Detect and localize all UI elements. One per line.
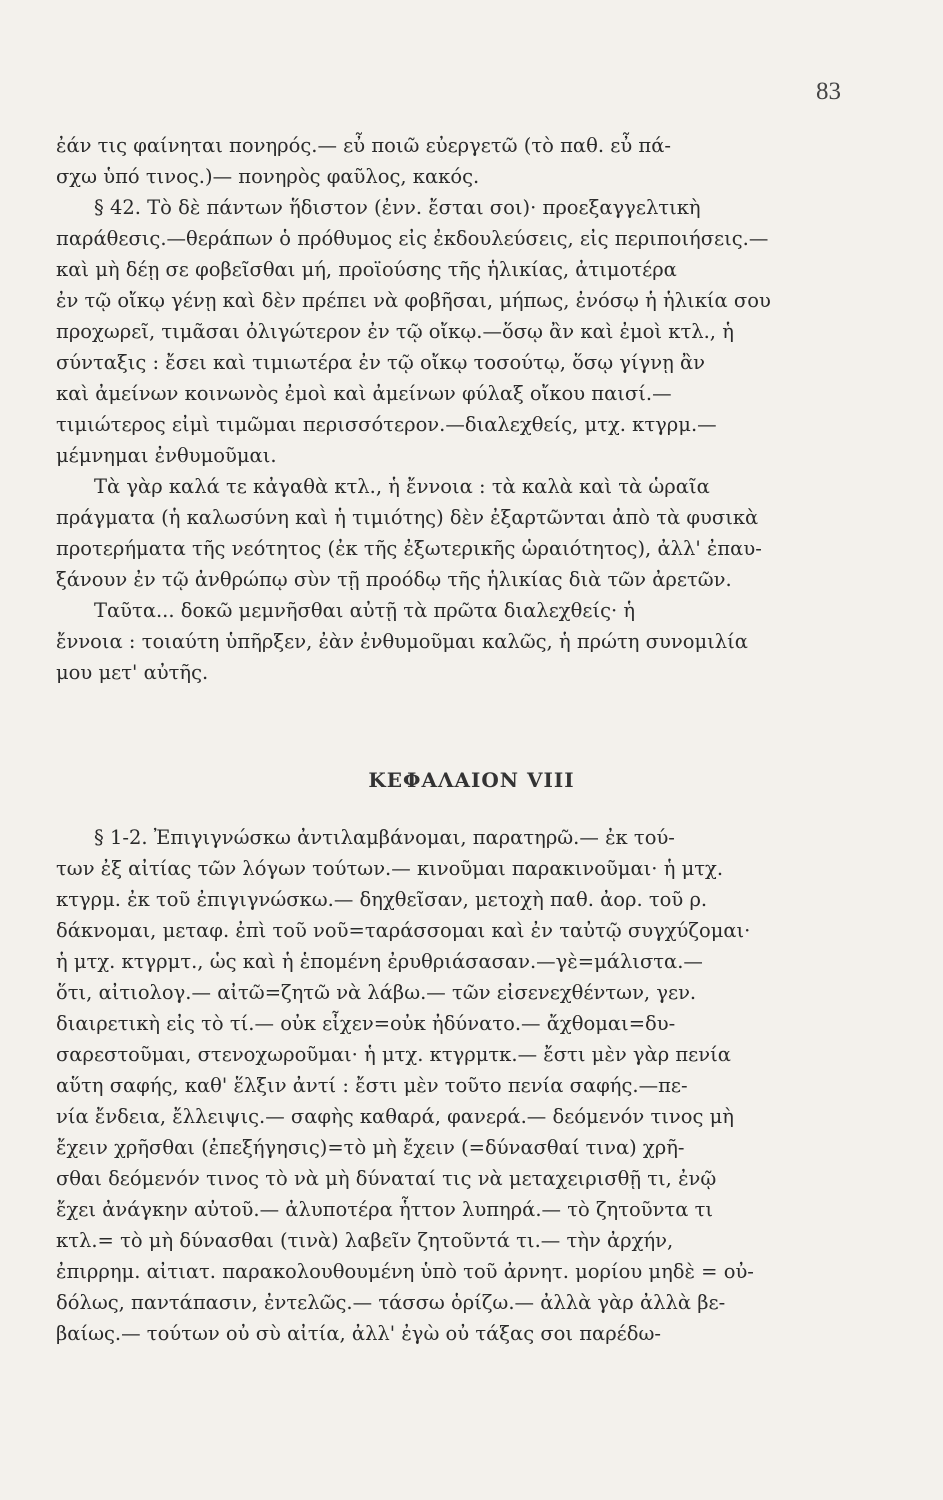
text-line: ξάνουν ἐν τῷ ἀνθρώπῳ σὺν τῇ προόδῳ τῆς ἡλικίας διὰ τῶν ἀρετῶν. xyxy=(56,568,732,591)
text-line: ἔχειν χρῆσθαι (ἐπεξήγησις)=τὸ μὴ ἔχειν (=δύνασθαί τινα) χρῆ- xyxy=(56,1136,685,1159)
text-line: δάκνομαι, μεταφ. ἐπὶ τοῦ νοῦ=ταράσσομαι καὶ ἐν ταὐτῷ συγχύζομαι· xyxy=(56,919,751,942)
text-line: μέμνημαι ἐνθυμοῦμαι. xyxy=(56,444,277,467)
text-line: παράθεσις.—θεράπων ὁ πρόθυμος εἰς ἐκδουλεύσεις, εἰς περιποιήσεις.— xyxy=(56,227,769,250)
text-line: ἔχει ἀνάγκην αὐτοῦ.— ἀλυποτέρα ἧττον λυπηρά.— τὸ ζητοῦντα τι xyxy=(56,1198,714,1221)
text-line: των ἐξ αἰτίας τῶν λόγων τούτων.— κινοῦμαι παρακινοῦμαι· ἡ μτχ. xyxy=(56,857,724,880)
page-number: 83 xyxy=(816,78,841,105)
text-line: ἐν τῷ οἴκῳ γένῃ καὶ δὲν πρέπει νὰ φοβῆσαι, μήπως, ἐνόσῳ ἡ ἡλικία σου xyxy=(56,289,771,312)
text-line: Ταῦτα... δοκῶ μεμνῆσθαι αὐτῇ τὰ πρῶτα διαλεχθείς· ἡ xyxy=(94,599,636,622)
text-line: διαιρετικὴ εἰς τὸ τί.— οὐκ εἶχεν=οὐκ ἠδύνατο.— ἄχθομαι=δυ- xyxy=(56,1012,676,1035)
text-line: μου μετ' αὐτῆς. xyxy=(56,661,209,684)
text-line: βαίως.— τούτων οὐ σὺ αἰτία, ἀλλ' ἐγὼ οὐ τάξας σοι παρέδω- xyxy=(56,1322,662,1345)
text-line: προχωρεῖ, τιμᾶσαι ὀλιγώτερον ἐν τῷ οἴκῳ.—ὅσῳ ἂν καὶ ἐμοὶ κτλ., ἡ xyxy=(56,320,734,343)
chapter-heading: ΚΕΦΑΛΑΙΟΝ VIII xyxy=(368,768,575,792)
text-block-chapter xyxy=(56,822,856,1349)
text-line: τιμιώτερος εἰμὶ τιμῶμαι περισσότερον.—διαλεχθείς, μτχ. κτγρμ.— xyxy=(56,413,717,436)
text-line: κτγρμ. ἐκ τοῦ ἐπιγιγνώσκω.— δηχθεῖσαν, μετοχὴ παθ. ἀορ. τοῦ ρ. xyxy=(56,888,708,911)
text-line: προτερήματα τῆς νεότητος (ἐκ τῆς ἐξωτερικῆς ὡραιότητος), ἀλλ' ἐπαυ- xyxy=(56,537,762,560)
text-line: σθαι δεόμενόν τινος τὸ νὰ μὴ δύναταί τις νὰ μεταχειρισθῇ τι, ἐνῷ xyxy=(56,1167,717,1190)
text-line: καὶ ἀμείνων κοινωνὸς ἐμοὶ καὶ ἀμείνων φύλαξ οἴκου παισί.— xyxy=(56,382,672,405)
text-line: ἐάν τις φαίνηται πονηρός.— εὖ ποιῶ εὐεργετῶ (τὸ παθ. εὖ πά- xyxy=(56,134,671,157)
text-line: καὶ μὴ δέῃ σε φοβεῖσθαι μή, προϊούσης τῆς ἡλικίας, ἀτιμοτέρα xyxy=(56,258,677,281)
text-line: σαρεστοῦμαι, στενοχωροῦμαι· ἡ μτχ. κτγρμτκ.— ἔστι μὲν γὰρ πενία xyxy=(56,1043,731,1066)
text-line: πράγματα (ἡ καλωσύνη καὶ ἡ τιμιότης) δὲν ἐξαρτῶνται ἀπὸ τὰ φυσικὰ xyxy=(56,506,759,529)
text-line: § 42. Τὸ δὲ πάντων ἥδιστον (ἐνν. ἔσται σοι)· προεξαγγελτικὴ xyxy=(94,196,701,219)
text-line: § 1-2. Ἐπιγιγνώσκω ἀντιλαμβάνομαι, παρατηρῶ.— ἐκ τού- xyxy=(94,826,675,849)
text-line: ὅτι, αἰτιολογ.— αἰτῶ=ζητῶ νὰ λάβω.— τῶν εἰσενεχθέντων, γεν. xyxy=(56,981,697,1004)
text-line: σχω ὑπό τινος.)— πονηρὸς φαῦλος, κακός. xyxy=(56,165,480,188)
text-line: αὕτη σαφής, καθ' ἕλξιν ἀντί : ἔστι μὲν τοῦτο πενία σαφής.—πε- xyxy=(56,1074,688,1097)
text-line: σύνταξις : ἔσει καὶ τιμιωτέρα ἐν τῷ οἴκῳ τοσούτῳ, ὅσῳ γίγνῃ ἂν xyxy=(56,351,706,374)
text-line: νία ἔνδεια, ἔλλειψις.— σαφὴς καθαρά, φανερά.— δεόμενόν τινος μὴ xyxy=(56,1105,734,1128)
text-line: δόλως, παντάπασιν, ἐντελῶς.— τάσσω ὁρίζω.— ἀλλὰ γὰρ ἀλλὰ βε- xyxy=(56,1291,726,1314)
text-line: ἡ μτχ. κτγρμτ., ὡς καὶ ἡ ἑπομένη ἐρυθριάσασαν.—γὲ=μάλιστα.— xyxy=(56,950,703,973)
text-line: κτλ.= τὸ μὴ δύνασθαι (τινὰ) λαβεῖν ζητοῦντά τι.— τὴν ἀρχήν, xyxy=(56,1229,674,1252)
text-line: ἐπιρρημ. αἰτιατ. παρακολουθουμένη ὑπὸ τοῦ ἀρνητ. μορίου μηδὲ = οὐ- xyxy=(56,1260,754,1283)
text-block-commentary xyxy=(56,130,856,688)
text-line: ἔννοια : τοιαύτη ὑπῆρξεν, ἐὰν ἐνθυμοῦμαι καλῶς, ἡ πρώτη συνομιλία xyxy=(56,630,748,653)
text-line: Τὰ γὰρ καλά τε κἀγαθὰ κτλ., ἡ ἔννοια : τὰ καλὰ καὶ τὰ ὡραῖα xyxy=(94,475,710,498)
